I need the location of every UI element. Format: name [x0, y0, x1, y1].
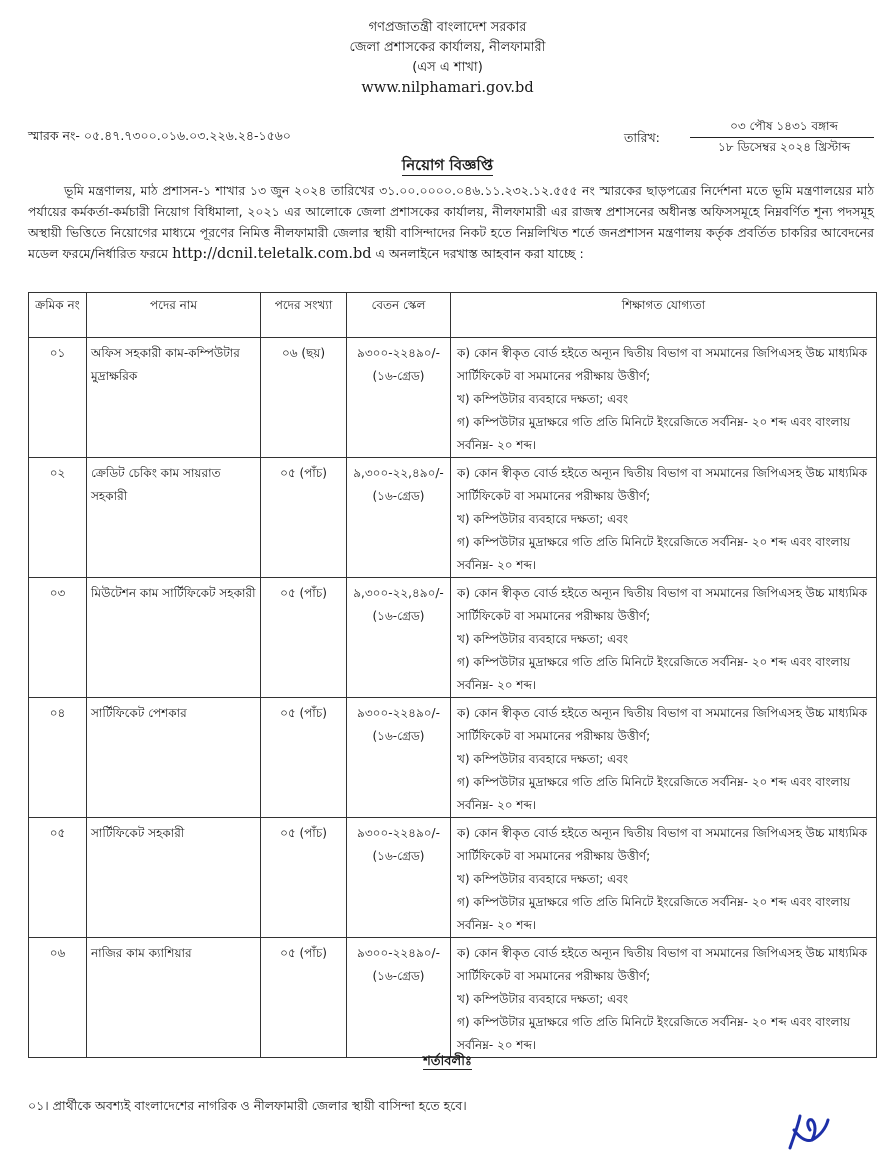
signature-initial — [786, 1108, 832, 1152]
serial-cell: ০৬ — [29, 938, 87, 1058]
count-cell: ০৫ (পাঁচ) — [261, 458, 347, 578]
qualification-b: খ) কম্পিউটার ব্যবহারে দক্ষতা; এবং — [457, 752, 629, 766]
qualification-c: গ) কম্পিউটার মুদ্রাক্ষরে গতি প্রতি মিনিটে ইংরেজিতে সর্বনিম্ন- ২০ শব্দ এবং বাংলায় সর্বনিম্ন- ২০ শব্দ। — [457, 775, 851, 812]
qualification-cell — [451, 578, 877, 698]
count-cell: ০৫ (পাঁচ) — [261, 578, 347, 698]
government-name: গণপ্রজাতন্ত্রী বাংলাদেশ সরকার — [368, 20, 527, 35]
conditions-title — [0, 1053, 895, 1071]
scale-value: ৯,৩০০-২২,৪৯০/- — [353, 466, 444, 480]
date-english: ১৮ ডিসেম্বর ২০২৪ খ্রিস্টাব্দ — [717, 140, 851, 154]
qualification-b: খ) কম্পিউটার ব্যবহারে দক্ষতা; এবং — [457, 872, 629, 886]
post-cell: ক্রেডিট চেকিং কাম সায়রাত সহকারী — [87, 458, 261, 578]
qualification-a: ক) কোন স্বীকৃত বোর্ড হইতে অন্যূন দ্বিতীয় বিভাগ বা সমমানের জিপিএসহ উচ্চ মাধ্যমিক সার্টিফিকেট বা সমমানের পরীক্ষায় উত্তীর্ণ; — [457, 466, 868, 503]
serial-cell: ০৫ — [29, 818, 87, 938]
count-cell: ০৬ (ছয়) — [261, 338, 347, 458]
qualification-c: গ) কম্পিউটার মুদ্রাক্ষরে গতি প্রতি মিনিটে ইংরেজিতে সর্বনিম্ন- ২০ শব্দ এবং বাংলায় সর্বনিম্ন- ২০ শব্দ। — [457, 655, 851, 692]
intro-paragraph — [28, 180, 874, 265]
count-cell: ০৫ (পাঁচ) — [261, 698, 347, 818]
header-scale: বেতন স্কেল — [347, 293, 451, 338]
grade-value: (১৬-গ্রেড) — [372, 969, 425, 983]
qualification-b: খ) কম্পিউটার ব্যবহারে দক্ষতা; এবং — [457, 632, 629, 646]
serial-cell: ০১ — [29, 338, 87, 458]
date-divider — [690, 137, 874, 138]
letterhead — [0, 18, 895, 98]
post-cell: সার্টিফিকেট পেশকার — [87, 698, 261, 818]
table-row — [29, 938, 877, 1058]
date-bangla: ০৩ পৌষ ১৪৩১ বঙ্গাব্দ — [730, 119, 838, 133]
scale-cell — [347, 938, 451, 1058]
post-cell: সার্টিফিকেট সহকারী — [87, 818, 261, 938]
condition-item: ০১। প্রার্থীকে অবশ্যই বাংলাদেশের নাগরিক ও নীলফামারী জেলার স্থায়ী বাসিন্দা হতে হবে। — [28, 1098, 467, 1113]
serial-cell: ০২ — [29, 458, 87, 578]
post-cell: অফিস সহকারী কাম-কম্পিউটার মুদ্রাক্ষরিক — [87, 338, 261, 458]
qualification-a: ক) কোন স্বীকৃত বোর্ড হইতে অন্যূন দ্বিতীয় বিভাগ বা সমমানের জিপিএসহ উচ্চ মাধ্যমিক সার্টিফিকেট বা সমমানের পরীক্ষায় উত্তীর্ণ; — [457, 586, 868, 623]
scale-cell — [347, 818, 451, 938]
header-count: পদের সংখ্যা — [261, 293, 347, 338]
section-name: (এস এ শাখা) — [412, 60, 483, 75]
scale-value: ৯,৩০০-২২,৪৯০/- — [353, 586, 444, 600]
grade-value: (১৬-গ্রেড) — [372, 489, 425, 503]
count-cell: ০৫ (পাঁচ) — [261, 938, 347, 1058]
qualification-cell — [451, 818, 877, 938]
serial-cell: ০৪ — [29, 698, 87, 818]
date-label: তারিখ: — [624, 130, 660, 145]
scale-cell — [347, 578, 451, 698]
vacancy-table — [28, 292, 877, 1058]
grade-value: (১৬-গ্রেড) — [372, 729, 425, 743]
grade-value: (১৬-গ্রেড) — [372, 609, 425, 623]
table-row — [29, 818, 877, 938]
qualification-a: ক) কোন স্বীকৃত বোর্ড হইতে অন্যূন দ্বিতীয় বিভাগ বা সমমানের জিপিএসহ উচ্চ মাধ্যমিক সার্টিফিকেট বা সমমানের পরীক্ষায় উত্তীর্ণ; — [457, 946, 868, 983]
post-cell: নাজির কাম ক্যাশিয়ার — [87, 938, 261, 1058]
conditions-title-text: শর্তাবলীঃ — [423, 1054, 472, 1069]
count-cell: ০৫ (পাঁচ) — [261, 818, 347, 938]
qualification-c: গ) কম্পিউটার মুদ্রাক্ষরে গতি প্রতি মিনিটে ইংরেজিতে সর্বনিম্ন- ২০ শব্দ এবং বাংলায় সর্বনিম্ন- ২০ শব্দ। — [457, 535, 851, 572]
grade-value: (১৬-গ্রেড) — [372, 849, 425, 863]
page-title-text: নিয়োগ বিজ্ঞপ্তি — [401, 156, 494, 174]
qualification-cell — [451, 938, 877, 1058]
serial-cell: ০৩ — [29, 578, 87, 698]
qualification-c: গ) কম্পিউটার মুদ্রাক্ষরে গতি প্রতি মিনিটে ইংরেজিতে সর্বনিম্ন- ২০ শব্দ এবং বাংলায় সর্বনিম্ন- ২০ শব্দ। — [457, 1015, 851, 1052]
memo-number: স্মারক নং- ০৫.৪৭.৭৩০০.০১৬.০৩.২২৬.২৪-১৫৬০ — [28, 128, 291, 143]
qualification-c: গ) কম্পিউটার মুদ্রাক্ষরে গতি প্রতি মিনিটে ইংরেজিতে সর্বনিম্ন- ২০ শব্দ এবং বাংলায় সর্বনিম্ন- ২০ শব্দ। — [457, 895, 851, 932]
table-row — [29, 698, 877, 818]
qualification-cell — [451, 698, 877, 818]
intro-text: ভূমি মন্ত্রণালয়, মাঠ প্রশাসন-১ শাখার ১৩ জুন ২০২৪ তারিখের ৩১.০০.০০০০.০৪৬.১১.২৩২.১২.৫৫৫ নং স্মারকের ছাড়পত্রের নির্দেশনা মতে ভূমি মন্ত্রণালয়ের মাঠ পর্যায়ের কর্মকর্তা-কর্মচারী নিয়োগ বিধিমালা, ২০২১ এর আলোকে জেলা প্রশাসকের কার্যালয়, নীলফামারী এর রাজস্ব প্রশাসনের অধীনস্ত অফিসসমূহে নিম্নবর্ণিত শূন্য পদসমূহ অস্থায়ী ভিত্তিতে নিয়োগের মাধ্যমে পূরণের নিমিত্ত নীলফামারী জেলার স্থায়ী বাসিন্দাদের নিকট হতে নিম্নলিখিত শর্তে জনপ্রশাসন মন্ত্রণালয় কর্তৃক প্রবর্তিত চাকরির আবেদনের মডেল ফরমে/নির্ধারিত ফরমে — [28, 183, 874, 261]
qualification-cell — [451, 458, 877, 578]
header-serial: ক্রমিক নং — [29, 293, 87, 338]
scale-value: ৯৩০০-২২৪৯০/- — [357, 706, 440, 720]
scale-value: ৯৩০০-২২৪৯০/- — [357, 946, 440, 960]
table-row — [29, 458, 877, 578]
scale-cell — [347, 458, 451, 578]
qualification-b: খ) কম্পিউটার ব্যবহারে দক্ষতা; এবং — [457, 512, 629, 526]
qualification-a: ক) কোন স্বীকৃত বোর্ড হইতে অন্যূন দ্বিতীয় বিভাগ বা সমমানের জিপিএসহ উচ্চ মাধ্যমিক সার্টিফিকেট বা সমমানের পরীক্ষায় উত্তীর্ণ; — [457, 706, 868, 743]
qualification-c: গ) কম্পিউটার মুদ্রাক্ষরে গতি প্রতি মিনিটে ইংরেজিতে সর্বনিম্ন- ২০ শব্দ এবং বাংলায় সর্বনিম্ন- ২০ শব্দ। — [457, 415, 851, 452]
intro-suffix: এ অনলাইনে দরখাস্ত আহবান করা যাচ্ছে : — [371, 246, 584, 261]
grade-value: (১৬-গ্রেড) — [372, 369, 425, 383]
qualification-b: খ) কম্পিউটার ব্যবহারে দক্ষতা; এবং — [457, 992, 629, 1006]
header-post: পদের নাম — [87, 293, 261, 338]
post-cell: মিউটেশন কাম সার্টিফিকেট সহকারী — [87, 578, 261, 698]
table-row — [29, 578, 877, 698]
table-header-row — [29, 293, 877, 338]
office-name: জেলা প্রশাসকের কার্যালয়, নীলফামারী — [349, 40, 546, 55]
table-row — [29, 338, 877, 458]
qualification-a: ক) কোন স্বীকৃত বোর্ড হইতে অন্যূন দ্বিতীয় বিভাগ বা সমমানের জিপিএসহ উচ্চ মাধ্যমিক সার্টিফিকেট বা সমমানের পরীক্ষায় উত্তীর্ণ; — [457, 826, 868, 863]
page-title — [0, 155, 895, 175]
qualification-a: ক) কোন স্বীকৃত বোর্ড হইতে অন্যূন দ্বিতীয় বিভাগ বা সমমানের জিপিএসহ উচ্চ মাধ্যমিক সার্টিফিকেট বা সমমানের পরীক্ষায় উত্তীর্ণ; — [457, 346, 868, 383]
scale-value: ৯৩০০-২২৪৯০/- — [357, 826, 440, 840]
scale-cell — [347, 698, 451, 818]
scale-value: ৯৩০০-২২৪৯০/- — [357, 346, 440, 360]
qualification-cell — [451, 338, 877, 458]
scale-cell — [347, 338, 451, 458]
website-link[interactable]: www.nilphamari.gov.bd — [361, 80, 534, 96]
header-qualification: শিক্ষাগত যোগ্যতা — [451, 293, 877, 338]
application-url-link[interactable]: http://dcnil.teletalk.com.bd — [172, 246, 372, 262]
qualification-b: খ) কম্পিউটার ব্যবহারে দক্ষতা; এবং — [457, 392, 629, 406]
